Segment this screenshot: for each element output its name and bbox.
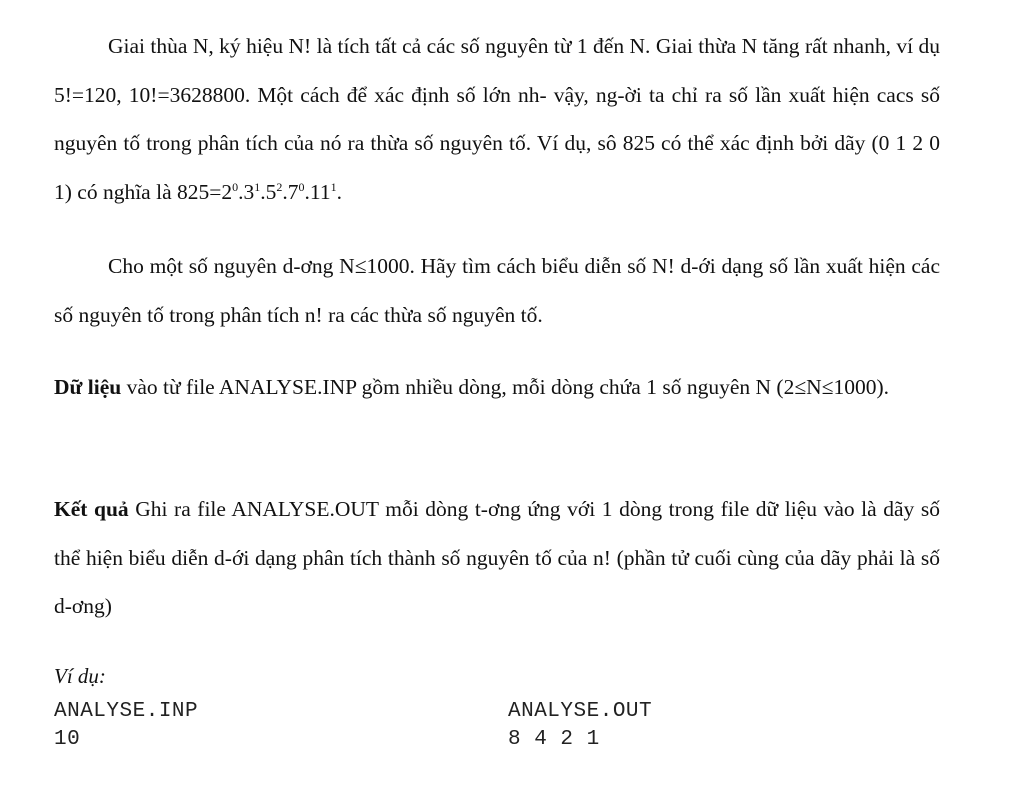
formula-base-2: 3 (243, 179, 255, 204)
formula-end: . (336, 179, 342, 204)
output-label: Kết quả (54, 497, 129, 521)
example-output-title: ANALYSE.OUT (508, 700, 653, 723)
formula-base-4: 7 (287, 179, 299, 204)
formula-base-3: 5 (265, 179, 277, 204)
example-output-block (508, 698, 652, 754)
example-input-block (54, 698, 198, 754)
paragraph-output (54, 485, 940, 631)
formula-equals: = (209, 179, 222, 204)
paragraph-factorial-intro (54, 22, 940, 216)
formula-exp-2: 1 (254, 179, 261, 194)
formula-lhs: 825 (177, 179, 210, 204)
output-text: Ghi ra file ANALYSE.OUT mỗi dòng t-ơng ứng với 1 dòng trong file dữ liệu vào là dãy số thể hiện biểu diễn d-ới dạng phân tích thành số nguyên tố của n! (phần tử cuối cùng của dãy phải là số d-ơng) (54, 497, 940, 618)
example-output-value: 8 4 2 1 (508, 728, 600, 751)
paragraph-problem: Cho một số nguyên d-ơng N≤1000. Hãy tìm cách biểu diễn số N! d-ới dạng số lần xuất hiện các số nguyên tố trong phân tích n! ra các thừa số nguyên tố. (54, 254, 940, 327)
input-label: Dữ liệu (54, 375, 122, 399)
paragraph-input (54, 363, 940, 412)
example-input-value: 10 (54, 728, 81, 751)
example-input-title: ANALYSE.INP (54, 700, 199, 723)
example-label: Ví dụ: (54, 664, 106, 688)
formula-base-1: 2 (221, 179, 233, 204)
prime-factorization-formula: $825=2^0.3^1.5^2.7^0.11^1$. (177, 179, 342, 204)
formula-exp-3: 2 (276, 179, 283, 194)
input-text: vào từ file ANALYSE.INP gồm nhiều dòng, mỗi dòng chứa 1 số nguyên N (2≤N≤1000). (121, 375, 889, 399)
formula-base-5: 11 (309, 179, 331, 204)
formula-exp-1: 0 (232, 179, 239, 194)
formula-exp-5: 1 (330, 179, 337, 194)
formula-exp-4: 0 (298, 179, 305, 194)
intro-text: Giai thùa N, ký hiệu N! là tích tất cả các số nguyên từ 1 đến N. Giai thừa N tăng rất nhanh, ví dụ 5!=120, 10!=3628800. Một cách để xác định số lớn nh- vậy, ng-ời ta chỉ ra số lần xuất hiện cacs số nguyên tố trong phân tích của nó ra thừa số nguyên tố. Ví dụ, sô 825 có thể xác định bởi dãy (0 1 2 0 1) có nghĩa là (54, 34, 940, 204)
